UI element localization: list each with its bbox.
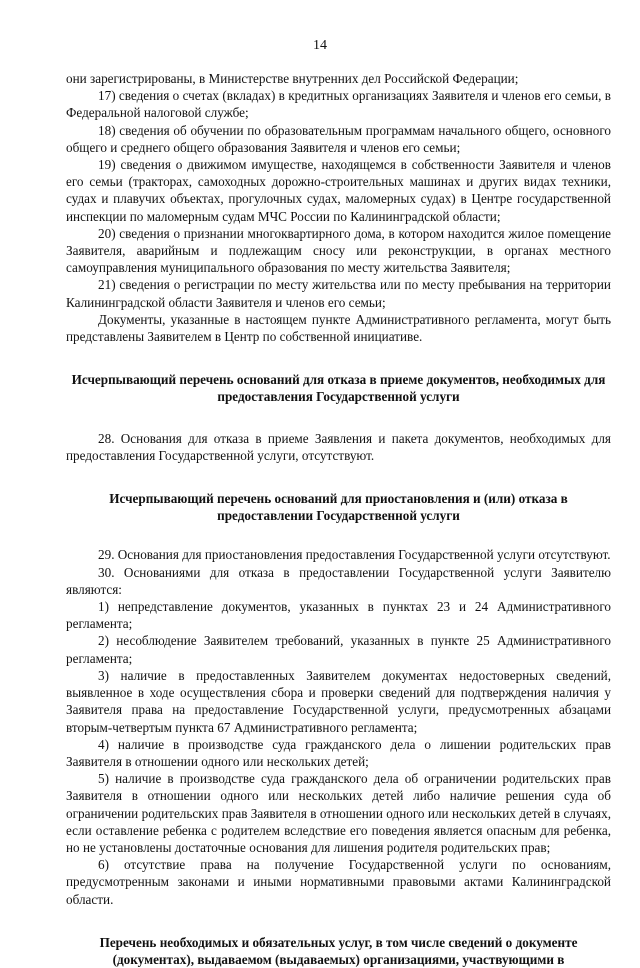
paragraph-30: 30. Основаниями для отказа в предоставлении Государственной услуги Заявителю являются: [66,564,611,597]
document-body [66,70,611,968]
paragraph-item-18: 18) сведения об обучении по образовательным программам начального общего, основного общего и среднего общего образования Заявителя и членов его семьи; [66,122,611,155]
refusal-ground-4: 4) наличие в производстве суда гражданского дела о лишении родительских прав Заявителя в отношении одного или нескольких детей; [66,736,611,769]
paragraph-item-19: 19) сведения о движимом имуществе, находящемся в собственности Заявителя и членов его семьи (тракторах, самоходных дорожно-строительных машинах и других видах техники, судах и плавучих объектах, прогулочных судах, маломерных судах) в Центре государственной инспекции по маломерным судам МЧС России по Калининградской области; [66,157,611,224]
paragraph-29: 29. Основания для приостановления предоставления Государственной услуги отсутствуют. [98,547,611,563]
refusal-ground-5: 5) наличие в производстве суда гражданского дела об ограничении родительских прав Заявителя в отношении одного или нескольких детей либо наличие решения суда об ограничении родительских прав Заявителя в отношении одного или нескольких детей в случаях, если оставление ребенка с родителем вследствие его поведения является опасным для ребенка, но не установлены достаточные основания для лишения родителя родительских прав; [66,771,611,855]
paragraph-item-21: 21) сведения о регистрации по месту жительства или по месту пребывания на территории Калининградской области Заявителя и членов его семьи; [66,277,611,310]
paragraph-28: 28. Основания для отказа в приеме Заявления и пакета документов, необходимых для предоставления Государственной услуги, отсутствуют. [66,430,611,463]
refusal-ground-2: 2) несоблюдение Заявителем требований, указанных в пункте 25 Административного регламента; [66,633,611,666]
paragraph-item-20: 20) сведения о признании многоквартирного дома, в котором находится жилое помещение Заявителя, аварийным и подлежащим сносу или реконструкции, в органах местного самоуправления муниципального образования по месту жительства Заявителя; [66,225,611,276]
section-heading-required-services: Перечень необходимых и обязательных услуг, в том числе сведений о документе (документах), выдаваемом (выдаваемых) организациями, участвующими в [99,934,578,967]
paragraph-documents-note: Документы, указанные в настоящем пункте Административного регламента, могут быть представлены Заявителем в Центр по собственной инициативе. [66,311,611,345]
page-number: 14 [313,38,327,53]
section-heading-suspension-refusal: Исчерпывающий перечень оснований для приостановления и (или) отказа в предоставлении Государственной услуги [109,491,568,524]
section-heading-refusal-reception: Исчерпывающий перечень оснований для отказа в приеме документов, необходимых для предоставления Государственной услуги [71,372,606,405]
refusal-ground-1: 1) непредставление документов, указанных в пунктах 23 и 24 Административного регламента; [66,599,611,632]
refusal-ground-6: 6) отсутствие права на получение Государственной услуги по основаниям, предусмотренным законами и иными нормативными правовыми актами Калининградской области. [66,857,611,907]
paragraph-continuation: они зарегистрированы, в Министерстве внутренних дел Российской Федерации; [66,71,519,86]
paragraph-item-17: 17) сведения о счетах (вкладах) в кредитных организациях Заявителя и членов его семьи, в Федеральной налоговой службе; [66,88,611,121]
refusal-ground-3: 3) наличие в предоставленных Заявителем документах недостоверных сведений, выявленное в ходе осуществления сбора и проверки сведений для подтверждения наличия у Заявителя права на предоставление Государственной услуги, предусмотренных абзацами вторым-четвертым пункта 67 Административного регламента; [66,667,611,735]
